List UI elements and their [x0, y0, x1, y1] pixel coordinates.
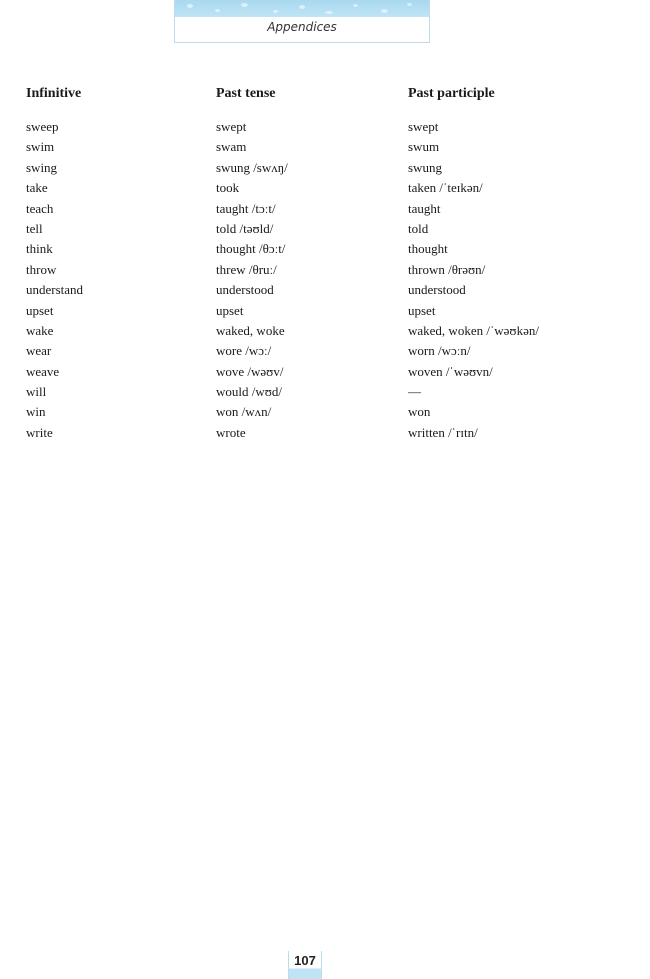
past-participle-cell: —: [408, 384, 421, 400]
table-row: [26, 364, 628, 384]
past-participle-cell: waked, woken /ˈwəʊkən/: [408, 322, 539, 338]
past-tense-cell: swung /swʌŋ/: [216, 159, 288, 175]
past-tense-cell: won /wʌn/: [216, 404, 272, 420]
past-tense-cell: understood: [216, 282, 274, 298]
table-row: [26, 323, 628, 343]
infinitive-cell: teach: [26, 200, 54, 216]
past-participle-cell: taken /ˈteɪkən/: [408, 180, 483, 196]
past-tense-cell: took: [216, 180, 240, 196]
infinitive-cell: swing: [26, 159, 58, 175]
infinitive-cell: understand: [26, 282, 84, 298]
table-row: [26, 119, 628, 139]
past-participle-cell: swept: [408, 119, 439, 134]
page-number: 107: [288, 951, 322, 979]
table-row: [26, 139, 628, 159]
past-tense-cell: taught /tɔːt/: [216, 200, 276, 216]
infinitive-cell: wake: [26, 322, 54, 338]
column-header-past-tense: Past tense: [216, 86, 276, 101]
table-row: [26, 221, 628, 241]
past-participle-cell: won: [408, 404, 431, 420]
past-tense-cell: waked, woke: [216, 322, 285, 338]
past-tense-cell: swept: [216, 119, 247, 134]
past-tense-cell: thought /θɔːt/: [216, 241, 286, 257]
infinitive-cell: take: [26, 180, 48, 196]
past-tense-cell: wore /wɔː/: [216, 343, 272, 359]
past-participle-cell: thought: [408, 241, 448, 257]
past-participle-cell: thrown /θrəʊn/: [408, 261, 486, 277]
infinitive-cell: wear: [26, 343, 52, 359]
past-participle-cell: written /ˈrɪtn/: [408, 424, 478, 440]
infinitive-cell: will: [26, 384, 47, 400]
table-row: [26, 343, 628, 363]
table-row: [26, 425, 628, 445]
infinitive-cell: tell: [26, 220, 43, 236]
past-participle-cell: woven /ˈwəʊvn/: [408, 363, 493, 379]
table-row: [26, 384, 628, 404]
past-tense-cell: would /wʊd/: [216, 384, 282, 400]
past-tense-cell: wrote: [216, 424, 246, 440]
past-tense-cell: swam: [216, 139, 247, 155]
infinitive-cell: win: [26, 404, 46, 420]
table-row: [26, 404, 628, 424]
past-participle-cell: worn /wɔːn/: [408, 343, 471, 359]
table-row: [26, 303, 628, 323]
past-participle-cell: told: [408, 220, 429, 236]
past-tense-cell: wove /wəʊv/: [216, 363, 284, 379]
past-tense-cell: threw /θruː/: [216, 261, 277, 277]
irregular-verbs-table: [26, 84, 628, 445]
table-row: [26, 180, 628, 200]
past-participle-cell: upset: [408, 302, 436, 318]
table-row: [26, 262, 628, 282]
infinitive-cell: throw: [26, 261, 57, 277]
column-header-past-participle: Past participle: [408, 86, 495, 101]
table-header-row: [26, 84, 628, 119]
infinitive-cell: weave: [26, 363, 60, 379]
infinitive-cell: swim: [26, 139, 55, 155]
past-participle-cell: swum: [408, 139, 440, 155]
table-row: [26, 282, 628, 302]
table-row: [26, 241, 628, 261]
infinitive-cell: think: [26, 241, 53, 257]
past-participle-cell: taught: [408, 200, 441, 216]
past-participle-cell: understood: [408, 282, 466, 298]
section-header-tab: [174, 0, 430, 43]
past-tense-cell: upset: [216, 302, 244, 318]
infinitive-cell: sweep: [26, 119, 59, 134]
section-title: Appendices: [267, 20, 337, 34]
past-tense-cell: told /təʊld/: [216, 220, 274, 236]
infinitive-cell: upset: [26, 302, 54, 318]
infinitive-cell: write: [26, 424, 53, 440]
column-header-infinitive: Infinitive: [26, 86, 82, 101]
past-participle-cell: swung: [408, 159, 442, 175]
header-decorative-band: [175, 0, 429, 17]
table-row: [26, 160, 628, 180]
table-row: [26, 201, 628, 221]
